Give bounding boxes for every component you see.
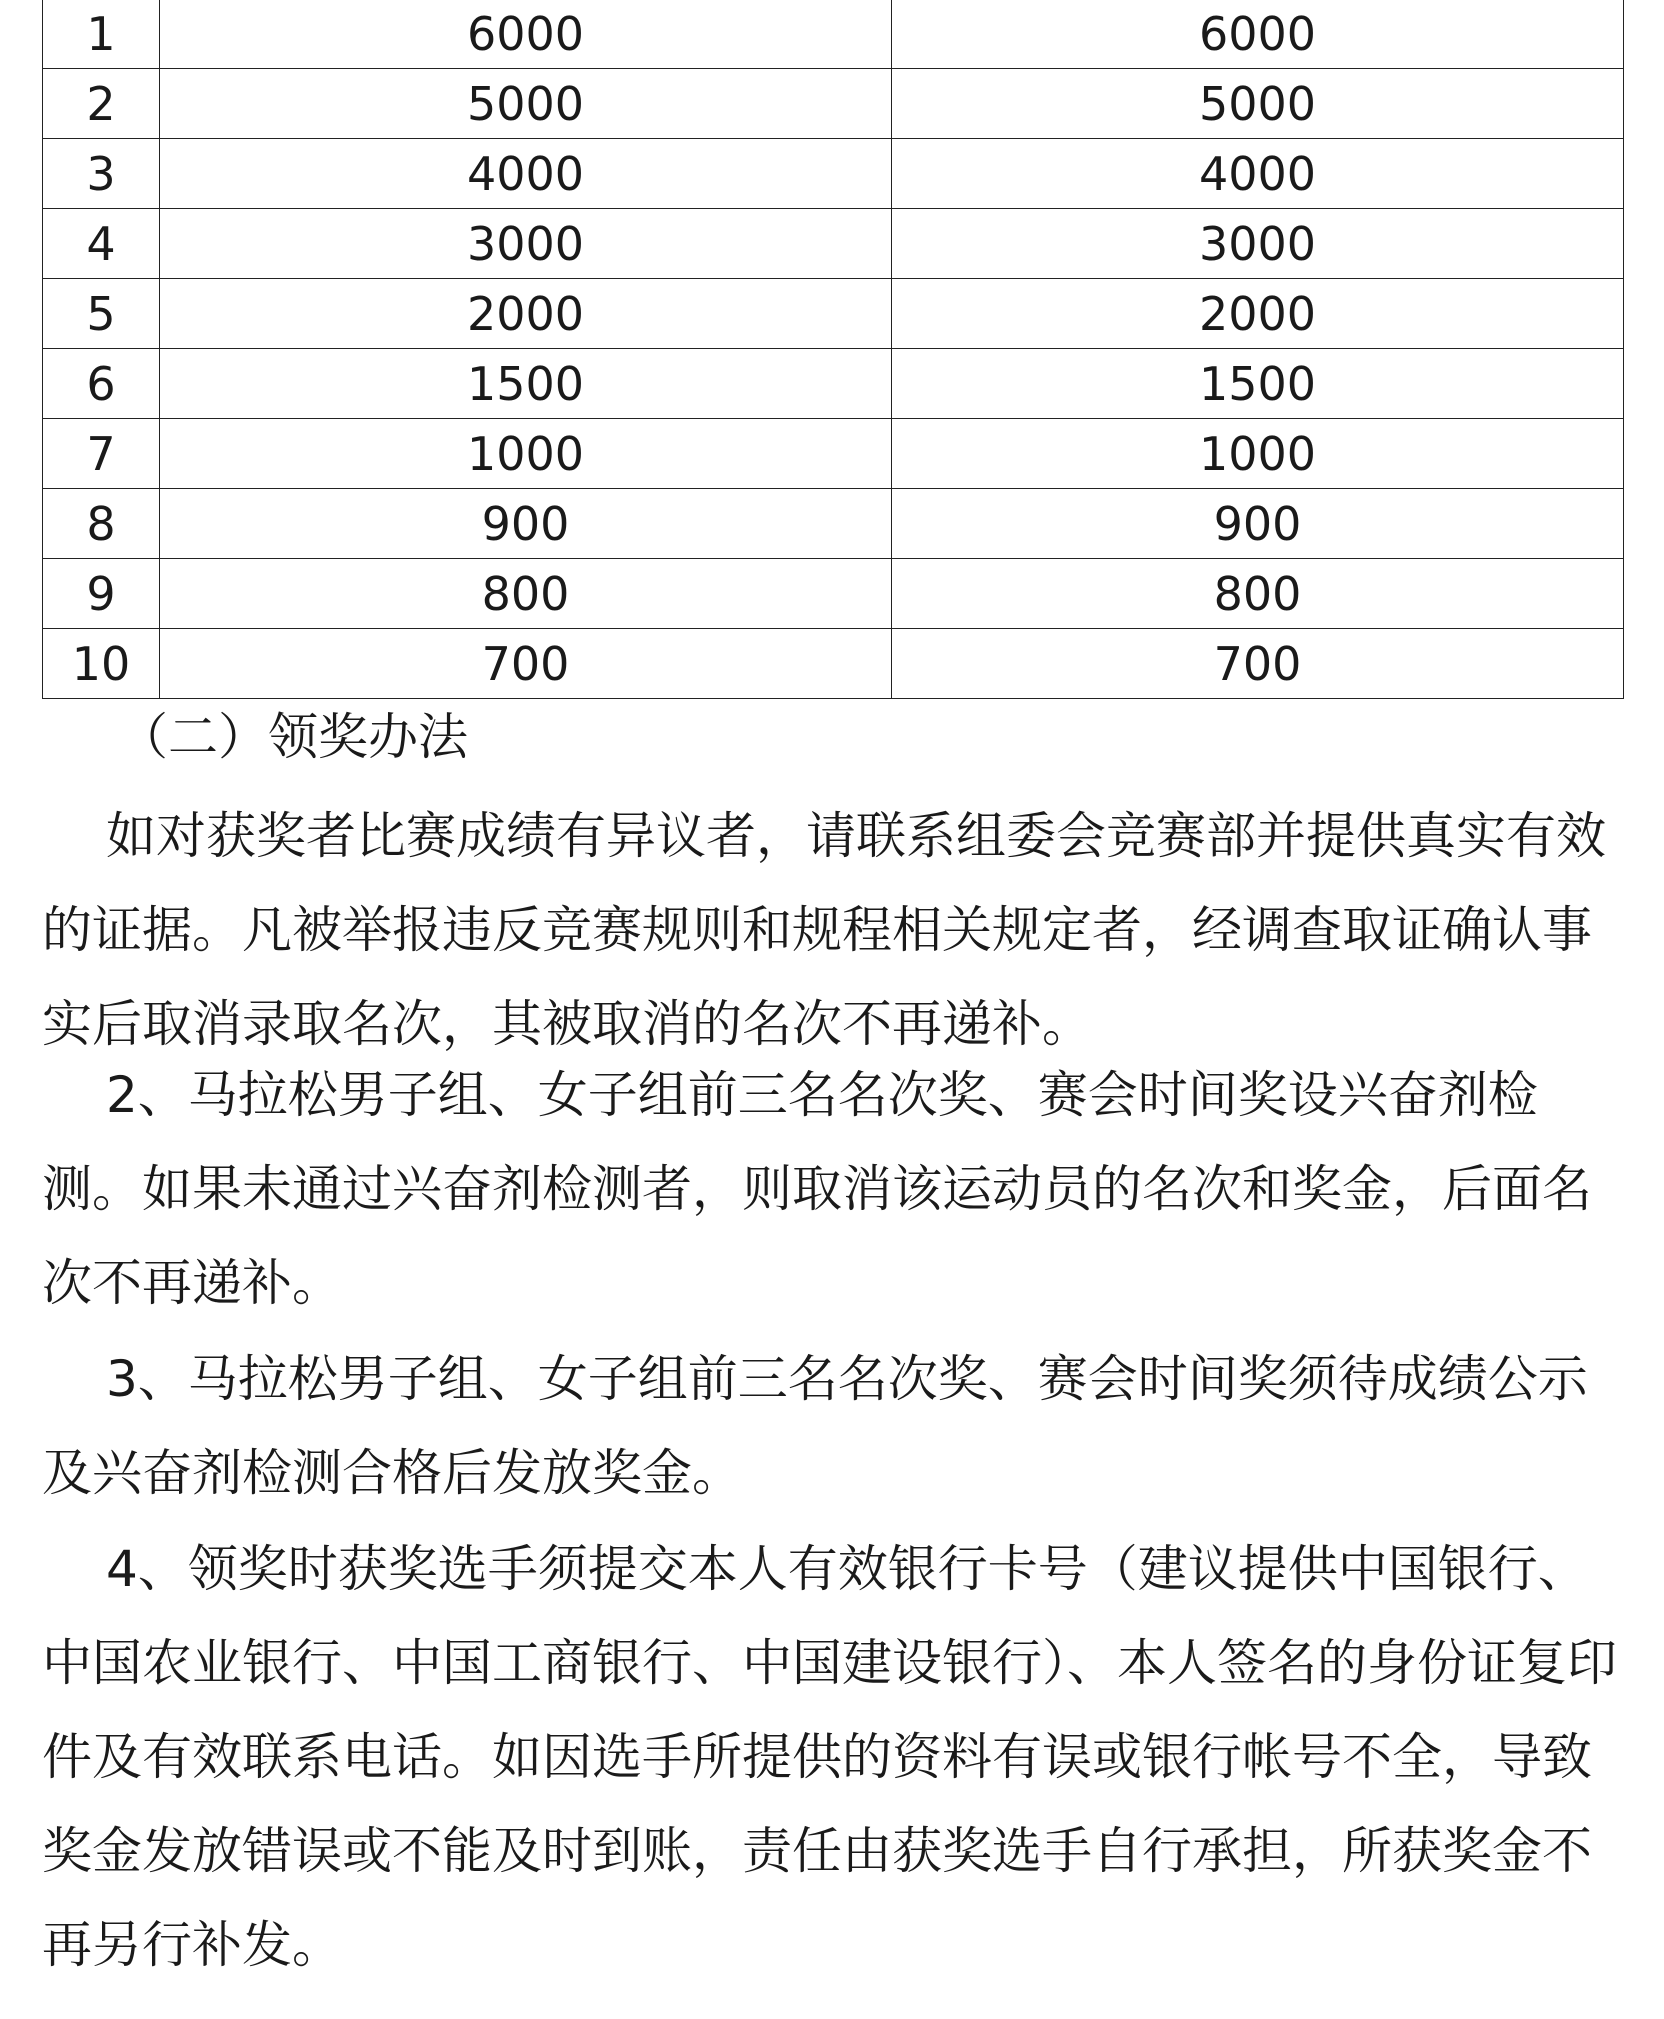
table-row (43, 279, 1624, 349)
prize-amount-cell: 3000 (892, 209, 1624, 279)
prize-amount-cell: 2000 (160, 279, 892, 349)
prize-table (42, 0, 1624, 699)
paragraph-doping-test: 2、马拉松男子组、女子组前三名名次奖、赛会时间奖设兴奋剂检测。如果未通过兴奋剂检测者，则取消该运动员的名次和奖金，后面名次不再递补。 (42, 1066, 1592, 1312)
prize-amount-cell: 800 (892, 559, 1624, 629)
rank-cell: 8 (43, 489, 160, 559)
prize-amount-cell: 6000 (160, 0, 892, 69)
prize-amount-cell: 800 (160, 559, 892, 629)
prize-amount-cell: 6000 (892, 0, 1624, 69)
rank-cell: 3 (43, 139, 160, 209)
table-row (43, 69, 1624, 139)
table-row (43, 489, 1624, 559)
rank-cell: 1 (43, 0, 160, 69)
rank-cell: 6 (43, 349, 160, 419)
prize-amount-cell: 3000 (160, 209, 892, 279)
prize-amount-cell: 1000 (892, 419, 1624, 489)
prize-amount-cell: 5000 (160, 69, 892, 139)
prize-amount-cell: 5000 (892, 69, 1624, 139)
prize-amount-cell: 1000 (160, 419, 892, 489)
rank-cell: 2 (43, 69, 160, 139)
prize-amount-cell: 1500 (892, 349, 1624, 419)
prize-amount-cell: 900 (892, 489, 1624, 559)
prize-amount-cell: 900 (160, 489, 892, 559)
section-heading: （二）领奖办法 (118, 708, 468, 766)
rank-cell: 10 (43, 629, 160, 699)
table-row (43, 419, 1624, 489)
prize-amount-cell: 4000 (160, 139, 892, 209)
prize-amount-cell: 2000 (892, 279, 1624, 349)
paragraph-bank-info: 4、领奖时获奖选手须提交本人有效银行卡号（建议提供中国银行、中国农业银行、中国工商银行、中国建设银行）、本人签名的身份证复印件及有效联系电话。如因选手所提供的资料有误或银行帐号不全，导致奖金发放错误或不能及时到账，责任由获奖选手自行承担，所获奖金不再另行补发。 (42, 1540, 1617, 1974)
rank-cell: 7 (43, 419, 160, 489)
table-row (43, 0, 1624, 69)
paragraph-payout-timing: 3、马拉松男子组、女子组前三名名次奖、赛会时间奖须待成绩公示及兴奋剂检测合格后发放奖金。 (42, 1350, 1588, 1502)
table-row (43, 349, 1624, 419)
prize-amount-cell: 4000 (892, 139, 1624, 209)
rank-cell: 4 (43, 209, 160, 279)
prize-amount-cell: 700 (892, 629, 1624, 699)
table-row (43, 629, 1624, 699)
table-row (43, 139, 1624, 209)
prize-amount-cell: 700 (160, 629, 892, 699)
paragraph-dispute: 如对获奖者比赛成绩有异议者，请联系组委会竞赛部并提供真实有效的证据。凡被举报违反竞赛规则和规程相关规定者，经调查取证确认事实后取消录取名次，其被取消的名次不再递补。 (42, 807, 1606, 1053)
table-row (43, 209, 1624, 279)
rank-cell: 5 (43, 279, 160, 349)
table-row (43, 559, 1624, 629)
rank-cell: 9 (43, 559, 160, 629)
prize-amount-cell: 1500 (160, 349, 892, 419)
